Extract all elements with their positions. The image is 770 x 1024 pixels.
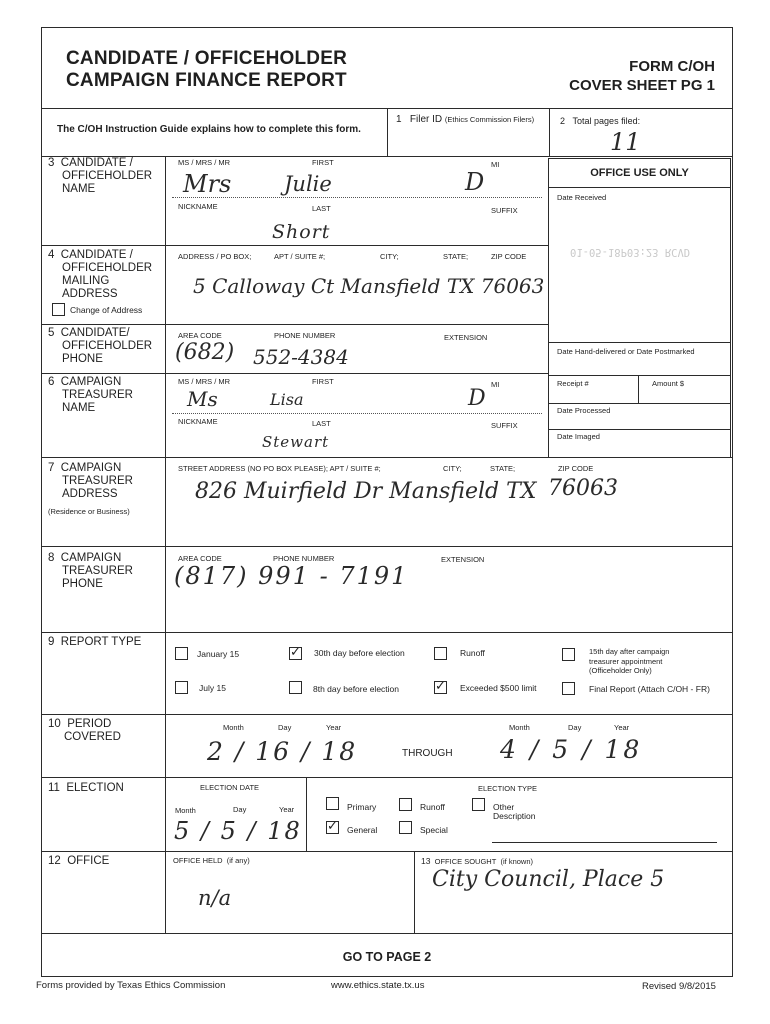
check-mark-icon: ✓ [435, 679, 446, 694]
jul15-checkbox[interactable] [175, 681, 188, 694]
treasurer-zip-value: 76063 [548, 476, 618, 501]
change-of-address-checkbox[interactable] [52, 303, 65, 316]
treasurer-title-label: MS / MRS / MR [178, 377, 231, 386]
runoff-label: Runoff [460, 648, 485, 658]
treasurer-first-value: Lisa [270, 390, 304, 409]
through-label: THROUGH [402, 748, 453, 759]
mailing-zip-label: ZIP CODE [491, 252, 527, 261]
jan15-label: January 15 [197, 649, 240, 659]
candidate-first-value: Julie [284, 172, 332, 196]
day8-checkbox[interactable] [289, 681, 302, 694]
period-to-value: 4 / 5 / 18 [500, 735, 643, 764]
footer-url[interactable]: www.ethics.state.tx.us [331, 980, 425, 991]
to-day-label: Day [568, 723, 582, 732]
mailing-state-label: STATE; [443, 252, 469, 261]
receipt-label: Receipt # [557, 379, 589, 388]
office-held-label: OFFICE HELD (if any) [173, 856, 250, 865]
treasurer-street-label: STREET ADDRESS (NO PO BOX PLEASE); APT / SUITE #; [178, 464, 381, 473]
to-year-label: Year [614, 723, 630, 732]
final-label: Final Report (Attach C/OH - FR) [589, 684, 710, 694]
section-6-label: 6 CAMPAIGN TREASURER NAME [48, 376, 133, 414]
election-runoff-label: Runoff [420, 802, 445, 812]
election-type-label: ELECTION TYPE [478, 784, 538, 793]
mailing-address-label: ADDRESS / PO BOX; [178, 252, 252, 261]
office-use-title: OFFICE USE ONLY [590, 167, 689, 179]
jul15-label: July 15 [199, 683, 226, 693]
treasurer-area-label: AREA CODE [178, 554, 222, 563]
other-checkbox[interactable] [472, 798, 485, 811]
form-id: FORM C/OH COVER SHEET PG 1 [569, 58, 715, 94]
election-month-label: Month [175, 806, 196, 815]
treasurer-ext-label: EXTENSION [441, 555, 485, 564]
date-received-label: Date Received [557, 193, 607, 202]
election-day-label: Day [233, 805, 247, 814]
check-mark-icon: ✓ [327, 819, 338, 834]
hand-delivered-label: Date Hand-delivered or Date Postmarked [557, 347, 695, 356]
candidate-area-label: AREA CODE [178, 331, 222, 340]
treasurer-nickname-label: NICKNAME [178, 417, 218, 426]
treasurer-zip-label: ZIP CODE [558, 464, 594, 473]
section-11-label: 11 ELECTION [48, 782, 124, 794]
amount-label: Amount $ [652, 379, 685, 388]
candidate-nickname-label: NICKNAME [178, 202, 218, 211]
runoff-checkbox[interactable] [434, 647, 447, 660]
from-year-label: Year [326, 723, 342, 732]
section-7-sub: (Residence or Business) [48, 507, 130, 516]
day15-checkbox[interactable] [562, 648, 575, 661]
treasurer-suffix-label: SUFFIX [491, 421, 518, 430]
election-runoff-checkbox[interactable] [399, 798, 412, 811]
section-12-label: 12 OFFICE [48, 855, 110, 867]
treasurer-phone-label: PHONE NUMBER [273, 554, 335, 563]
instruction-text: The C/OH Instruction Guide explains how to complete this form. [57, 124, 361, 135]
day30-label: 30th day before election [314, 648, 405, 658]
office-held-value: n/a [198, 886, 232, 910]
day15-label: 15th day after campaign treasurer appointment (Officeholder Only) [589, 647, 670, 675]
footer-revised: Revised 9/8/2015 [642, 981, 716, 992]
office-sought-label: 13 OFFICE SOUGHT (if known) [421, 856, 533, 866]
candidate-title-label: MS / MRS / MR [178, 158, 231, 167]
section-10-label: 10 PERIOD COVERED [48, 718, 121, 743]
check-mark-icon: ✓ [290, 645, 301, 660]
section-8-label: 8 CAMPAIGN TREASURER PHONE [48, 552, 133, 590]
filer-id-label: 1 Filer ID (Ethics Commission Filers) [396, 114, 535, 125]
day8-label: 8th day before election [313, 684, 400, 694]
election-year-label: Year [279, 805, 295, 814]
other-label: Other Description [493, 802, 536, 821]
candidate-phone-value: 552-4384 [253, 345, 349, 369]
general-checkbox[interactable] [326, 821, 339, 834]
treasurer-city-label: CITY; [443, 464, 462, 473]
section-4-label: 4 CANDIDATE / OFFICEHOLDER MAILING ADDRESS [48, 249, 153, 300]
section-5-label: 5 CANDIDATE/ OFFICEHOLDER PHONE [48, 327, 153, 365]
treasurer-mi-value: D [468, 386, 486, 411]
office-sought-value: City Council, Place 5 [432, 867, 665, 892]
treasurer-title-value: Ms [187, 387, 218, 411]
section-9-label: 9 REPORT TYPE [48, 636, 142, 648]
treasurer-first-label: FIRST [312, 377, 334, 386]
treasurer-address-value: 826 Muirfield Dr Mansfield TX [195, 479, 537, 504]
candidate-suffix-label: SUFFIX [491, 206, 518, 215]
candidate-last-value: Short [272, 221, 331, 243]
special-label: Special [420, 825, 448, 835]
form-title: CANDIDATE / OFFICEHOLDER CAMPAIGN FINANCE REPORT [66, 48, 347, 91]
date-processed-label: Date Processed [557, 406, 611, 415]
go-to-page-2: GO TO PAGE 2 [342, 950, 432, 964]
treasurer-last-value: Stewart [262, 433, 330, 451]
mailing-address-value: 5 Calloway Ct Mansfield TX 76063 [193, 274, 545, 298]
primary-checkbox[interactable] [326, 797, 339, 810]
received-stamp: 01-05-18P03:23 RCVD [570, 246, 691, 258]
candidate-mi-label: MI [491, 160, 500, 169]
footer-provided: Forms provided by Texas Ethics Commission [36, 980, 226, 991]
candidate-mi-value: D [465, 168, 485, 196]
candidate-last-label: LAST [312, 204, 331, 213]
total-pages-label: 2 Total pages filed: [560, 116, 641, 126]
special-checkbox[interactable] [399, 821, 412, 834]
candidate-ext-label: EXTENSION [444, 333, 488, 342]
exceeded-checkbox[interactable] [434, 681, 447, 694]
jan15-checkbox[interactable] [175, 647, 188, 660]
mailing-city-label: CITY; [380, 252, 399, 261]
candidate-phone-label: PHONE NUMBER [274, 331, 336, 340]
exceeded-label: Exceeded $500 limit [460, 683, 537, 693]
day30-checkbox[interactable] [289, 647, 302, 660]
period-from-value: 2 / 16 / 18 [207, 737, 358, 766]
primary-label: Primary [347, 802, 377, 812]
change-of-address-label: Change of Address [70, 305, 143, 315]
from-month-label: Month [223, 723, 244, 732]
from-day-label: Day [278, 723, 292, 732]
election-date-label: ELECTION DATE [200, 783, 260, 792]
election-date-value: 5 / 5 / 18 [174, 817, 302, 845]
treasurer-phone-value: (817) 991 - 7191 [174, 562, 409, 590]
treasurer-last-label: LAST [312, 419, 331, 428]
total-pages-value: 11 [610, 128, 641, 156]
candidate-title-value: Mrs [183, 170, 232, 198]
to-month-label: Month [509, 723, 530, 732]
candidate-first-label: FIRST [312, 158, 334, 167]
treasurer-mi-label: MI [491, 380, 500, 389]
general-label: General [347, 825, 378, 835]
mailing-apt-label: APT / SUITE #; [274, 252, 326, 261]
section-3-label: 3 CANDIDATE / OFFICEHOLDER NAME [48, 157, 153, 195]
treasurer-state-label: STATE; [490, 464, 516, 473]
date-imaged-label: Date Imaged [557, 432, 600, 441]
final-checkbox[interactable] [562, 682, 575, 695]
section-7-label: 7 CAMPAIGN TREASURER ADDRESS [48, 462, 133, 500]
candidate-area-value: (682) [175, 340, 235, 365]
